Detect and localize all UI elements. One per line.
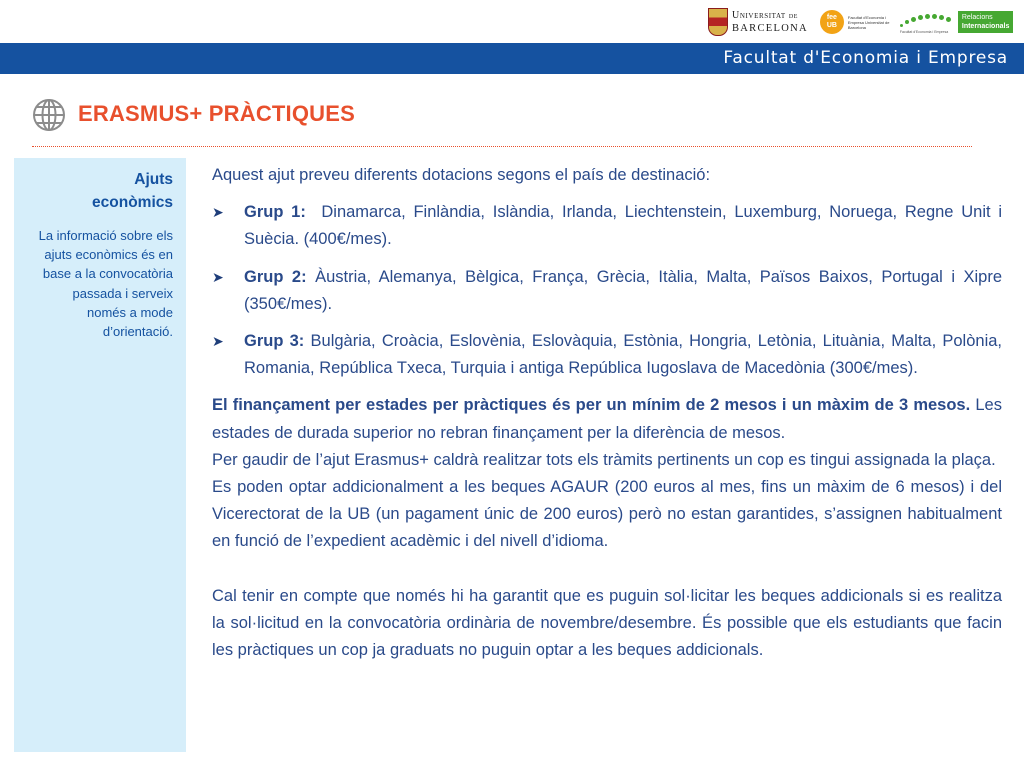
- page-title: ERASMUS+ PRÀCTIQUES: [78, 101, 356, 126]
- group-label: Grup 3:: [244, 332, 305, 351]
- fee-badge: fee UB: [820, 10, 844, 34]
- group-label: Grup 2:: [244, 267, 307, 286]
- additional-grants-paragraph: Es poden optar addicionalment a les beques AGAUR (200 euros al mes, fins un màxim de 6 mesos) i del Vicerectorat de la UB (un pagament únic de 200 euros) però no estan garantides, s’assignen habitualment en funció de l’expedient acadèmic i del nivell d’idioma.: [212, 478, 1002, 551]
- arrow-bullet-icon: ➤: [212, 333, 224, 350]
- financing-rest: Les estades de durada superior no rebran finançament per la diferència de mesos.: [212, 396, 1002, 442]
- international-relations-logo[interactable]: [900, 10, 1013, 34]
- sidebar: [14, 158, 186, 752]
- sidebar-note: La informació sobre els ajuts econòmics és en base a la convocatòria passada i serveix només a mode d’orientació.: [38, 228, 173, 340]
- main-content: [212, 162, 1002, 664]
- erasmus-paragraph: Per gaudir de l’ajut Erasmus+ caldrà realitzar tots els tràmits pertinents un cop es tingui assignada la plaça.: [212, 450, 996, 469]
- ri-caption: Facultat d'Economia i Empresa: [899, 30, 949, 34]
- sidebar-heading: Ajuts econòmics: [92, 171, 173, 211]
- fee-caption: Facultat d'Economia i Empresa Universitat de Barcelona: [847, 14, 890, 30]
- note-paragraph: Cal tenir en compte que només hi ha garantit que es puguin sol·licitar les beques addicionals si es realitza la sol·licitud en la convocatòria ordinària de novembre/desembre. És possible que els estudiants que facin les pràctiques un cop ja graduats no puguin optar a les beques addicionals.: [212, 586, 1002, 660]
- faculty-logo[interactable]: [820, 10, 894, 34]
- header-logos: [708, 4, 1013, 40]
- list-item: [212, 328, 1002, 382]
- ri-label: Relacions Internacionals: [958, 11, 1013, 33]
- globe-icon: [32, 98, 66, 132]
- spacer: [212, 556, 1002, 583]
- intro-text: Aquest ajut preveu diferents dotacions segons el país de destinació:: [212, 166, 711, 184]
- university-shield-icon: [708, 8, 728, 36]
- list-item: [212, 264, 1002, 318]
- financing-paragraph: [212, 392, 1002, 446]
- group-countries: Àustria, Alemanya, Bèlgica, França, Grècia, Itàlia, Malta, Països Baixos, Portugal i Xipre (350€/mes).: [244, 267, 1003, 313]
- header-band: [0, 43, 1024, 74]
- arrow-bullet-icon: ➤: [212, 204, 224, 221]
- arrow-bullet-icon: ➤: [212, 268, 224, 285]
- list-item: [212, 199, 1002, 253]
- title-divider: [32, 146, 972, 147]
- university-wordmark: Universitat DE BARCELONA: [732, 10, 808, 34]
- university-logo[interactable]: [708, 8, 808, 36]
- group-label: Grup 1:: [244, 203, 306, 222]
- group-countries: Dinamarca, Finlàndia, Islàndia, Irlanda, Liechtenstein, Luxemburg, Noruega, Regne Unit i Suècia. (400€/mes).: [244, 203, 1002, 249]
- group-countries: Bulgària, Croàcia, Eslovènia, Eslovàquia, Estònia, Hongria, Letònia, Lituània, Malta, Polònia, Romania, República Txeca, Turquia i antiga República Iugoslava de Macedònia (300€/mes).: [244, 332, 1002, 378]
- faculty-title: Facultat d'Economia i Empresa: [723, 48, 1008, 68]
- financing-bold: El finançament per estades per pràctiques és per un mínim de 2 mesos i un màxim de 3 mesos.: [212, 396, 971, 415]
- dots-graphic-icon: [900, 10, 952, 34]
